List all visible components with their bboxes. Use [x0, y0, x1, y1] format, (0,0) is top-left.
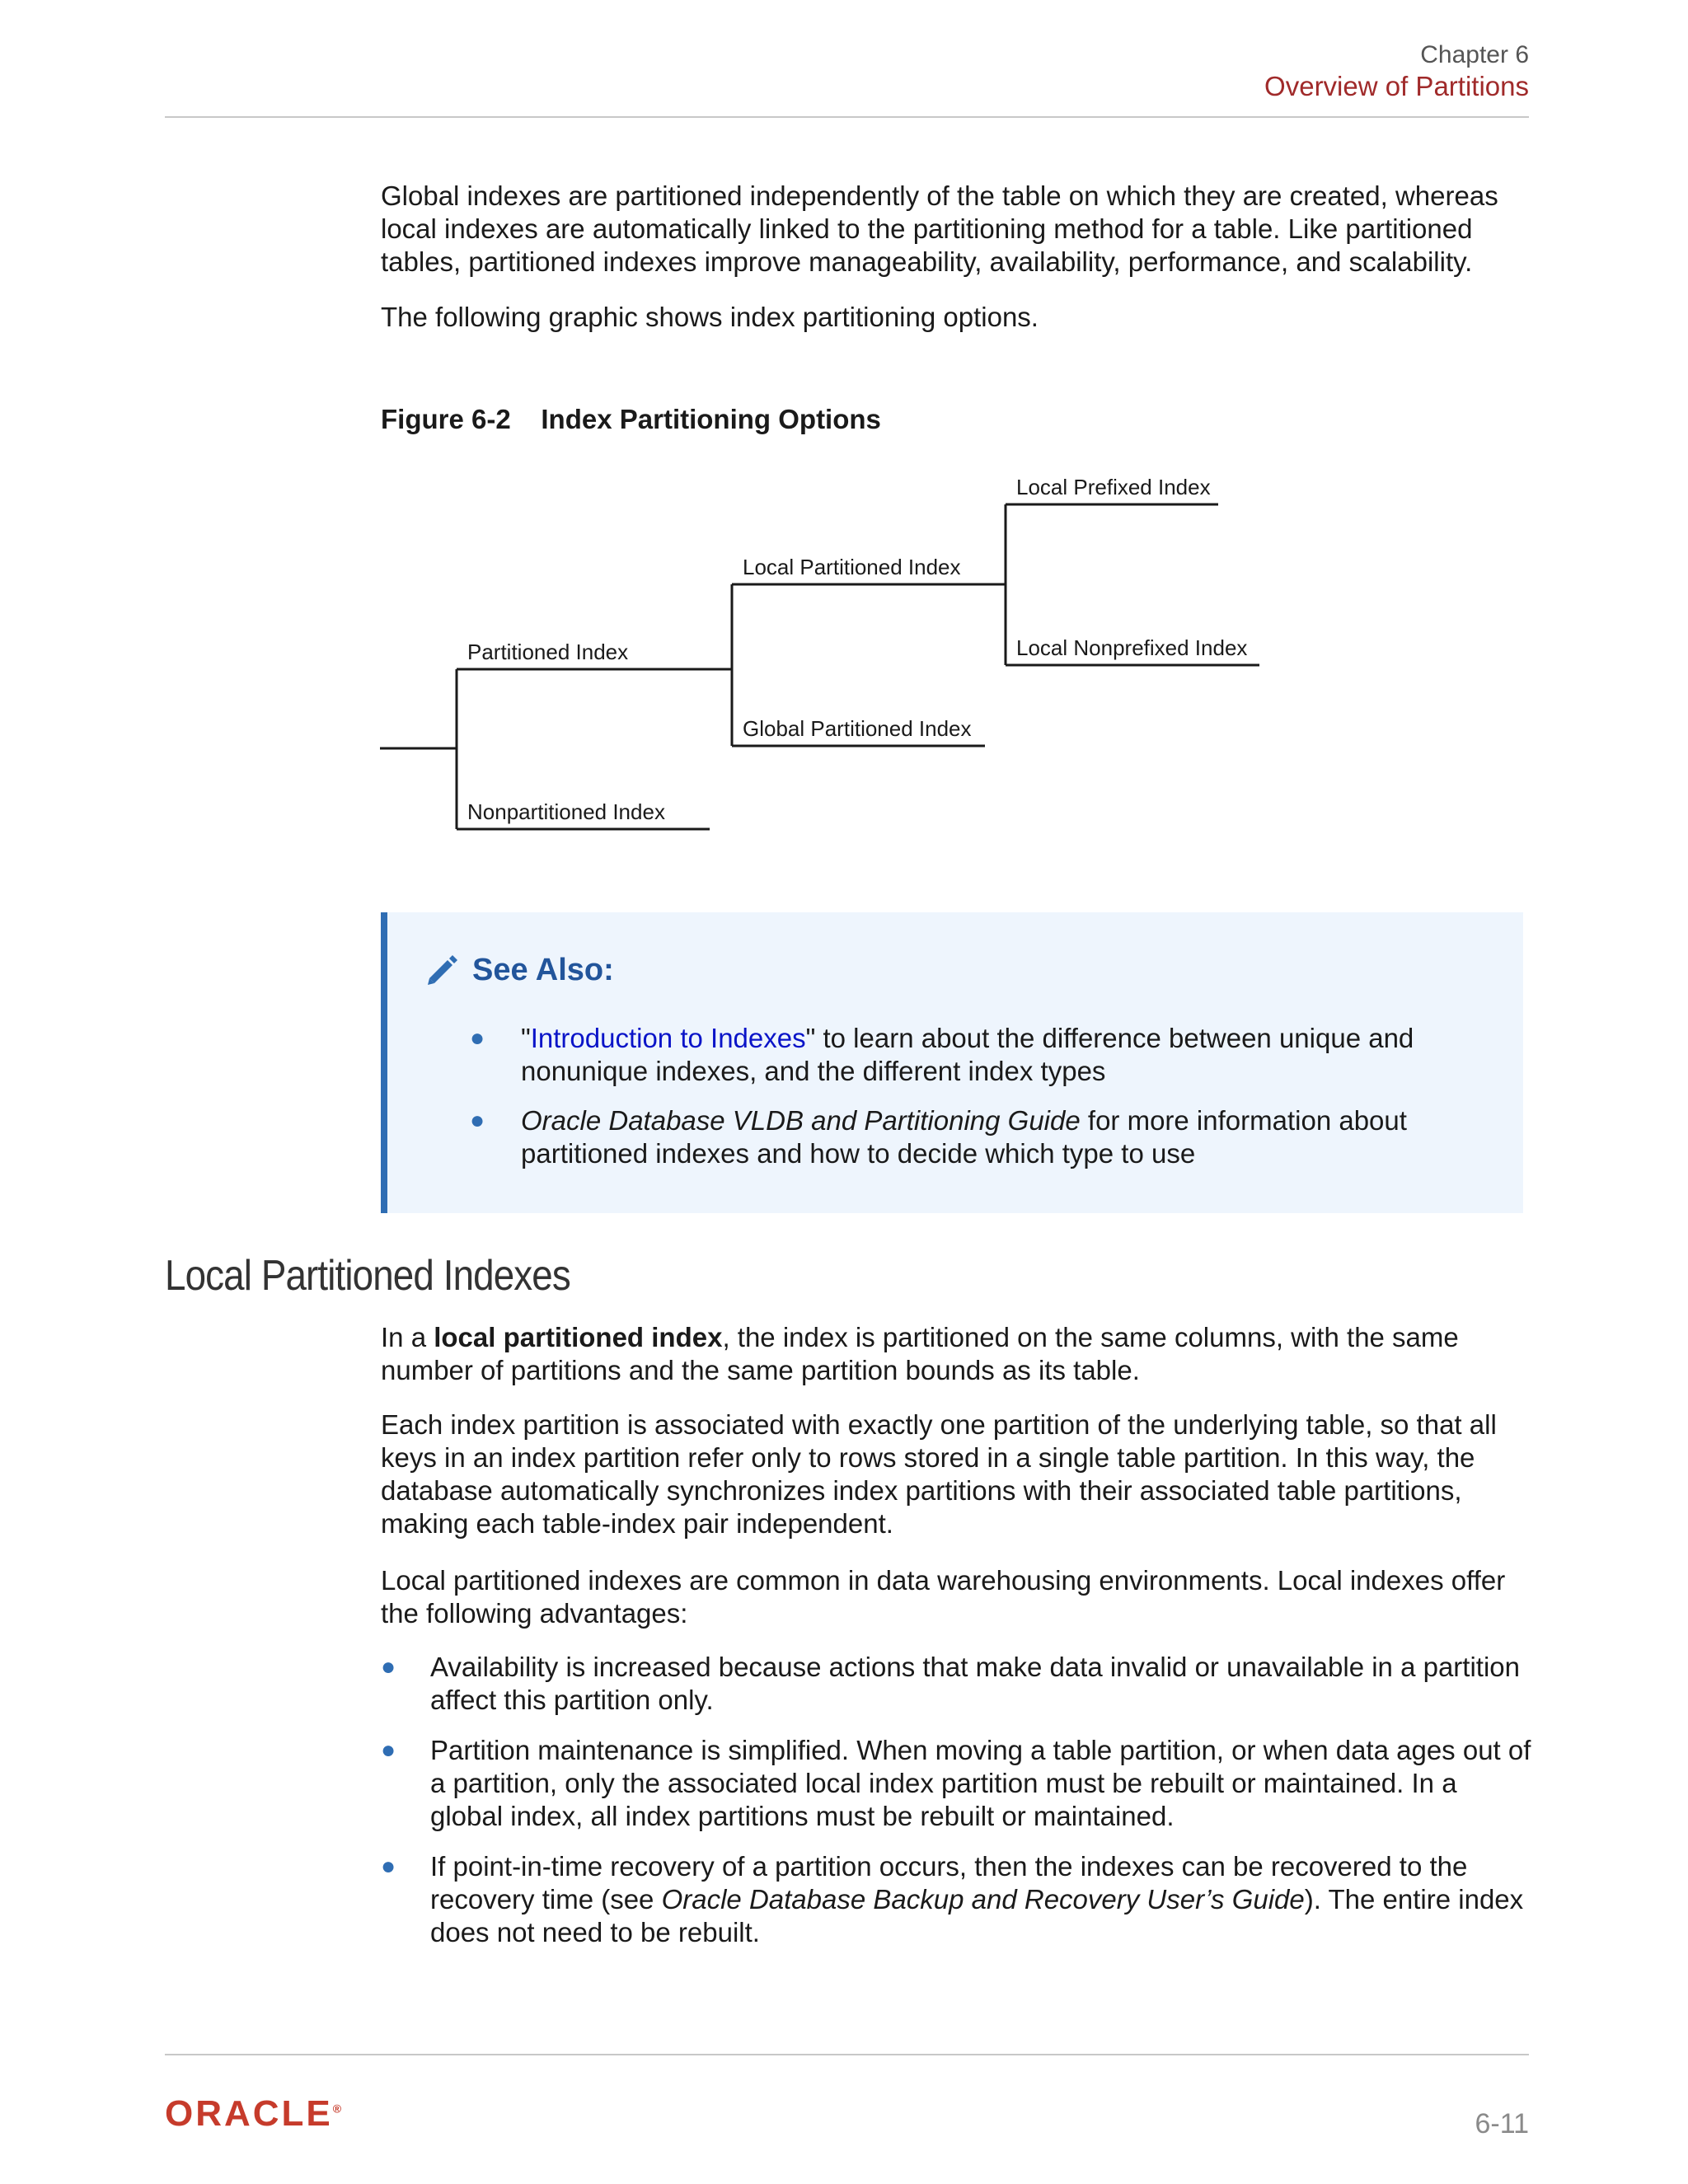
p1-post: , the index is partitioned on the same columns, with the same number of partitions and the same partition bounds as its table.: [381, 1322, 1459, 1385]
index-partitioning-diagram: [375, 462, 1282, 841]
node-global-partitioned-index: Global Partitioned Index: [743, 716, 972, 741]
advantage-1-text: Availability is increased because actions that make data invalid or unavailable in a partition affect this partition only.: [430, 1652, 1520, 1715]
advantage-item: [381, 1850, 1535, 1949]
intro-text-2: The following graphic shows index partitioning options.: [381, 302, 1039, 332]
see-also-title: See Also:: [472, 952, 614, 987]
node-local-nonprefixed-index: Local Nonprefixed Index: [1016, 635, 1248, 660]
node-nonpartitioned-index: Nonpartitioned Index: [467, 799, 665, 824]
logo-text: ORACLE: [165, 2093, 333, 2134]
page-number: 6-11: [1475, 2108, 1529, 2139]
pencil-icon: [424, 952, 461, 988]
local-paragraph-2: [381, 1408, 1531, 1540]
advantage-3-pre: If point-in-time recovery of a partition occurs, then the indexes can be recovered to the recovery time (see: [430, 1851, 1468, 1915]
p2-text: Each index partition is associated with exactly one partition of the underlying table, so that all keys in an index partition refer only to rows stored in a single table partition. In this way, the database automatically synchronizes index partitions with their associated table partitions, making each table-index pair independent.: [381, 1409, 1497, 1539]
p1-bold-term: local partitioned index: [434, 1322, 723, 1352]
node-local-partitioned-index: Local Partitioned Index: [743, 555, 961, 579]
header-rule: [165, 116, 1529, 118]
figure-label: Figure 6-2: [381, 404, 511, 434]
see-also-item-1-text: " to learn about the difference between unique and nonunique indexes, and the different index types: [521, 1023, 1414, 1086]
p3-text: Local partitioned indexes are common in data warehousing environments. Local indexes offer the following advantages:: [381, 1565, 1506, 1629]
p1-pre: In a: [381, 1322, 434, 1352]
bullet-icon: ●: [381, 1853, 396, 1880]
advantage-2-text: Partition maintenance is simplified. When moving a table partition, or when data ages out of a partition, only the associated local index partition must be rebuilt or maintained. In a global index, all index partitions must be rebuilt or maintained.: [430, 1735, 1531, 1831]
see-also-list: [470, 1022, 1459, 1187]
see-also-item: [470, 1022, 1459, 1088]
node-local-prefixed-index: Local Prefixed Index: [1016, 475, 1211, 499]
quote-open: ": [521, 1023, 531, 1053]
vldb-guide-title: Oracle Database VLDB and Partitioning Guide: [521, 1105, 1081, 1136]
header-section-title: Overview of Partitions: [1264, 71, 1529, 101]
advantages-list: [381, 1651, 1535, 1966]
advantage-3-post: ). The entire index does not need to be rebuilt.: [430, 1884, 1524, 1947]
introduction-to-indexes-link[interactable]: Introduction to Indexes: [530, 1023, 806, 1053]
bullet-icon: ●: [381, 1736, 396, 1764]
advantage-item: [381, 1734, 1535, 1833]
see-also-note: [381, 912, 1523, 1213]
bullet-icon: ●: [381, 1653, 396, 1680]
local-paragraph-3: [381, 1564, 1531, 1630]
registered-mark: ®: [332, 2102, 342, 2116]
bullet-icon: ●: [470, 1024, 485, 1052]
intro-text-1: Global indexes are partitioned independently of the table on which they are created, whereas local indexes are automatically linked to the partitioning method for a table. Like partitioned tables, partitioned indexes improve manageability, availability, performance, and scalability.: [381, 180, 1498, 277]
node-partitioned-index: Partitioned Index: [467, 640, 629, 664]
footer-rule: [165, 2054, 1529, 2055]
oracle-logo: [165, 2093, 341, 2135]
header-chapter: Chapter 6: [1420, 41, 1529, 68]
figure-caption: [381, 404, 881, 435]
see-also-item-2-text: for more information about partitioned indexes and how to decide which type to use: [521, 1105, 1407, 1169]
section-heading: Local Partitioned Indexes: [165, 1252, 570, 1300]
bullet-icon: ●: [470, 1107, 485, 1134]
figure-title: Index Partitioning Options: [541, 404, 881, 434]
intro-paragraph-2: [381, 301, 1531, 334]
advantage-item: [381, 1651, 1535, 1717]
intro-paragraph-1: [381, 180, 1531, 279]
backup-guide-title: Oracle Database Backup and Recovery User’s Guide: [661, 1884, 1305, 1915]
local-paragraph-1: [381, 1321, 1531, 1387]
diagram-connectors: [380, 504, 1259, 829]
see-also-item: [470, 1104, 1459, 1170]
see-also-heading: [424, 952, 614, 988]
